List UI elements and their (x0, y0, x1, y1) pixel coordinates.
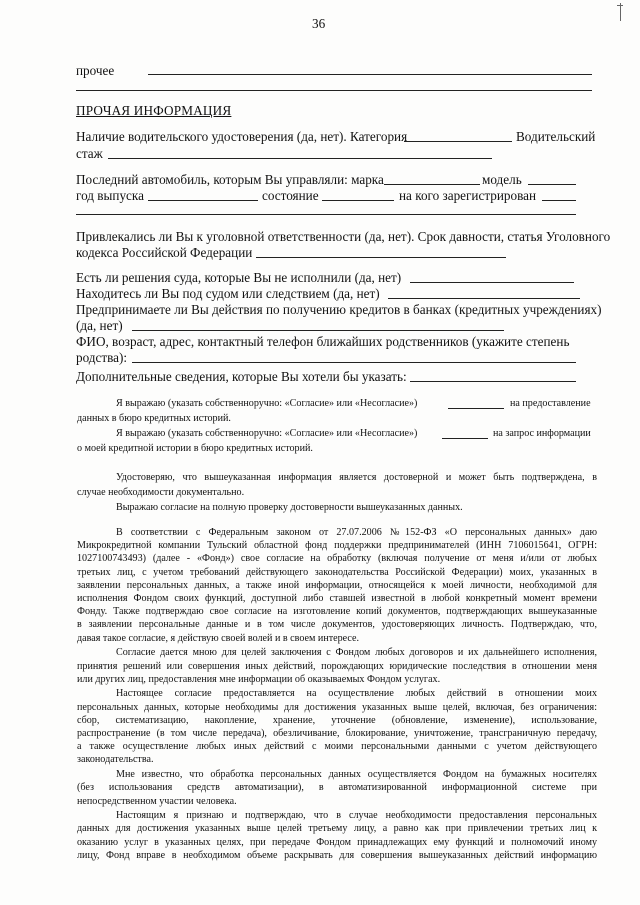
car-make-field[interactable] (384, 184, 480, 185)
legal-text-line: третьих лиц, с учетом требований действующего законодательства Российской Федерации) моих, указанных в (77, 566, 597, 578)
car-condition-field[interactable] (322, 200, 394, 201)
license-experience-label-2: стаж (76, 146, 103, 161)
legal-text-line: сбор, систематизацию, накопление, хранение, уточнение (обновление, изменение), использование, (77, 714, 597, 726)
relatives-question-2: родства): (76, 350, 128, 365)
criminal-question: Привлекались ли Вы к уголовной ответственности (да, нет). Срок давности, статья Уголовного (76, 229, 611, 244)
under-investigation-field[interactable] (388, 298, 580, 299)
legal-text-line: данных для достижения указанных выше целей третьему лицу, а равно как при привлечении третьих лиц к (77, 823, 597, 835)
consent-bureau-text: Я выражаю (указать собственноручно: «Согласие» или «Несогласие») (116, 398, 418, 409)
other-field-line-2[interactable] (76, 90, 592, 91)
criminal-field[interactable] (256, 257, 506, 258)
legal-text-line: персональных данных, которые необходимы для достижения указанных выше целей, включая, без ограничения: (77, 701, 597, 713)
license-category-field[interactable] (404, 141, 512, 142)
other-field-line[interactable] (148, 74, 592, 75)
car-registered-label: на кого зарегистрирован (399, 188, 537, 203)
legal-text-line: Микрокредитной компании Тульский областной фонд поддержки предпринимателей (ИНН 7106015641, ОГРН: (77, 540, 597, 552)
car-condition-label: состояние (262, 188, 319, 203)
court-unexecuted-field[interactable] (410, 282, 574, 283)
legal-text-line: в заявлении персональные данные и в том числе документов, удостоверяющих личность. Подтверждаю, что, (77, 619, 597, 631)
legal-text-line: Фонду. Также подтверждаю свое согласие на изготовление копий документов, подтверждающих вышеуказанные (77, 606, 597, 618)
legal-text-line: принятия решений или совершения иных действий, порождающих юридические последствия в отношении меня (77, 660, 597, 672)
car-year-label: год выпуска (76, 188, 144, 203)
car-registered-field[interactable] (542, 200, 576, 201)
consent-history-text-right: на запрос информации (493, 428, 591, 439)
other-label: прочее (76, 63, 115, 78)
legal-text-line: оказанию услуг в указанных целях, при передаче Фондом принадлежащих ему функций и полномочий иному (77, 836, 597, 848)
consent-bureau-text-2: данных в бюро кредитных историй. (77, 413, 231, 424)
court-unexecuted-question: Есть ли решения суда, которые Вы не исполнили (да, нет) (76, 270, 402, 285)
car-model-label: модель (482, 172, 522, 187)
criminal-question-2: кодекса Российской Федерации (76, 245, 253, 260)
additional-info-field[interactable] (410, 381, 576, 382)
legal-text-line: давая такое согласие, я действую своей волей и в своем интересе. (77, 632, 359, 644)
legal-text-line: (без использования средств автоматизации), в автоматизированной информационной системе при (77, 782, 597, 794)
legal-text-line: распространение (в том числе передача), обезличивание, блокирование, уничтожение, трансграничную передачу, (77, 728, 597, 739)
relatives-field[interactable] (132, 362, 576, 363)
additional-info-label: Дополнительные сведения, которые Вы хотели бы указать: (76, 369, 407, 384)
legal-text-line: Мне известно, что обработка персональных данных осуществляется Фондом на бумажных носителях (116, 769, 597, 781)
section-title: ПРОЧАЯ ИНФОРМАЦИЯ (76, 103, 232, 118)
relatives-question: ФИО, возраст, адрес, контактный телефон ближайших родственников (укажите степень (76, 334, 570, 349)
legal-text-line: или других лиц, предоставления мне информации об оказываемых Фондом услугах. (77, 673, 441, 685)
legal-text-line: исполнения Фондом своих функций, доступной либо ставшей известной в любой конкретный момент времени (77, 593, 597, 604)
scan-mark (617, 5, 623, 6)
car-make-label: Последний автомобиль, которым Вы управляли: марка (76, 172, 384, 187)
credit-actions-question-2: (да, нет) (76, 318, 123, 333)
legal-text-line: Настоящее согласие предоставляется на осуществление любых действий в отношении моих (116, 688, 597, 700)
certify-text: Удостоверяю, что вышеуказанная информация является достоверной и может быть подтверждена, в (116, 472, 597, 483)
consent-history-field[interactable] (442, 438, 488, 439)
verification-consent-text: Выражаю согласие на полную проверку достоверности вышеуказанных данных. (116, 502, 463, 513)
legal-text-line: Настоящим я признаю и подтверждаю, что в случае необходимости предоставления персональных (116, 810, 597, 822)
license-experience-label: Водительский (516, 129, 596, 144)
license-experience-field[interactable] (108, 158, 492, 159)
legal-text-line: непосредственном участии человека. (77, 795, 237, 807)
credit-actions-question: Предпринимаете ли Вы действия по получению кредитов в банках (кредитных учреждениях) (76, 302, 602, 317)
consent-bureau-text-right: на предоставление (510, 398, 591, 409)
legal-text-line: а также осуществление любых иных действий с моими персональными данными с учетом действующего (77, 741, 597, 753)
license-question: Наличие водительского удостоверения (да, нет). Категория (76, 129, 408, 144)
legal-text-line: В соответствии с Федеральным законом от 27.07.2006 №152-ФЗ «О персональных данных» даю (116, 527, 597, 538)
credit-actions-field[interactable] (132, 330, 504, 331)
consent-history-text-2: о моей кредитной истории в бюро кредитных историй. (77, 443, 313, 454)
consent-history-text: Я выражаю (указать собственноручно: «Согласие» или «Несогласие») (116, 428, 418, 439)
certify-text-2: случае необходимости документально. (77, 487, 245, 498)
under-investigation-question: Находитесь ли Вы под судом или следствием (да, нет) (76, 286, 380, 301)
legal-text-line: заявлении персональных данных, а также иной информации, относящейся к моей личности, необходимой для (77, 579, 597, 591)
page-number: 36 (312, 16, 326, 31)
consent-bureau-field[interactable] (448, 408, 504, 409)
legal-text-line: законодательства. (77, 754, 154, 766)
car-model-field[interactable] (528, 184, 576, 185)
legal-text-line: лицу, Фонд вправе в необходимом объеме раскрывать для совершения вышеуказанных действий информацию (77, 849, 597, 861)
legal-text-line: Согласие дается мною для целей заключения с Фондом любых договоров и их дальнейшего исполнения, (116, 647, 597, 659)
car-extra-line[interactable] (76, 214, 576, 215)
legal-text-line: 1027100743493) (далее - «Фонд») свое согласие на обработку (включая получение от меня и/или от любых (77, 553, 597, 565)
car-year-field[interactable] (148, 200, 258, 201)
